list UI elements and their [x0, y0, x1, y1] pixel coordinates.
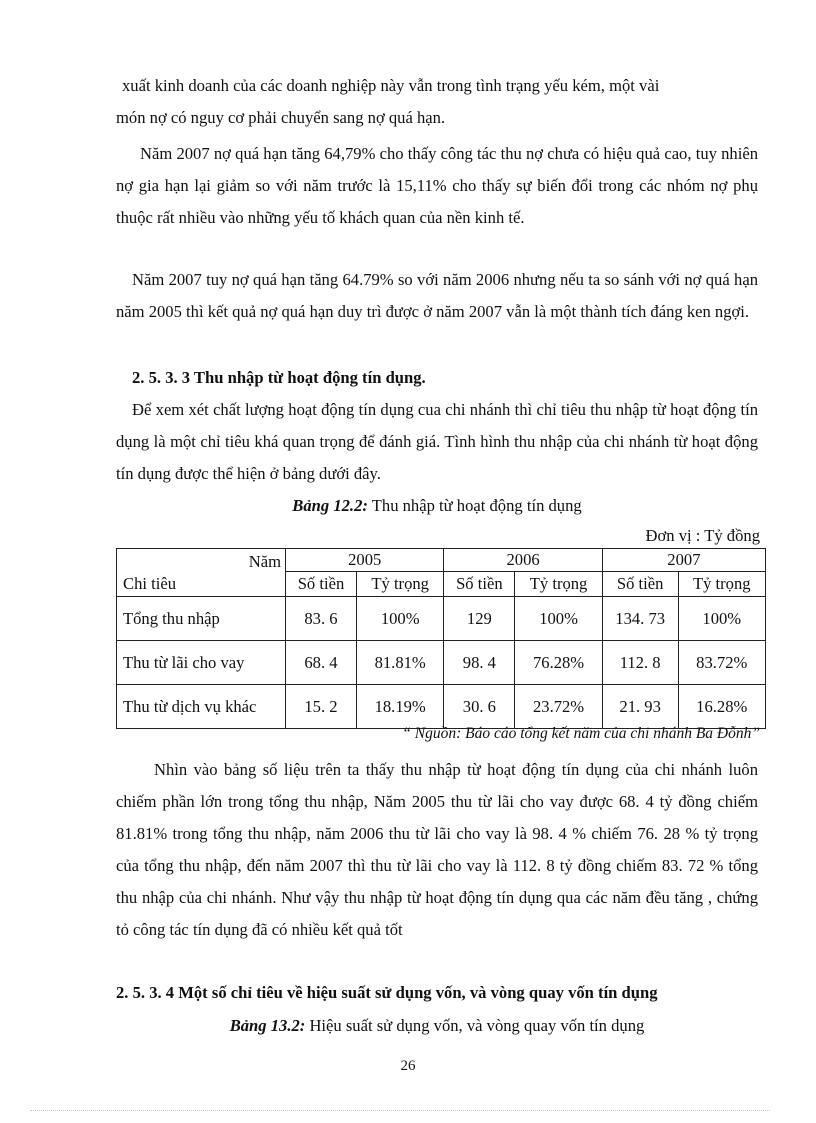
subheader-amount: Số tiền — [602, 572, 678, 597]
unit-label: Đơn vị : Tỷ đồng — [645, 526, 760, 545]
paragraph-comparison: Năm 2007 tuy nợ quá hạn tăng 64.79% so với năm 2006 nhưng nếu ta so sánh với nợ quá hạn năm 2005 thì kết quả nợ quá hạn duy trì được ở năm 2007 vẫn là một thành tích đáng ken ngợi. — [116, 270, 758, 321]
corner-indicator-label: Chi tiêu — [123, 573, 177, 593]
subheader-share: Tỷ trọng — [356, 572, 443, 597]
paragraph-analysis: Nhìn vào bảng số liệu trên ta thấy thu nhập từ hoạt động tín dụng của chi nhánh luôn chiếm phần lớn trong tổng thu nhập, Năm 2005 thu từ lãi cho vay được 68. 4 tỷ đồng chiếm 81.81% trong tổng thu nhập, năm 2006 thu từ lãi cho vay là 98. 4 % chiếm 76. 28 % tỷ trọng của tổng thu nhập, đến năm 2007 thì thu từ lãi cho vay là 112. 8 tỷ đồng chiếm 83. 72 % tổng thu nhập của chi nhánh. Như vậy thu nhập từ hoạt động tín dụng qua các năm đều tăng , chứng tỏ công tác tín dụng đã có nhiều kết quả tốt — [116, 760, 758, 939]
subheader-share: Tỷ trọng — [678, 572, 765, 597]
table-row — [117, 685, 766, 729]
year-header: 2005 — [286, 549, 444, 572]
table-caption-12: Bảng 12.2: Thu nhập từ hoạt động tín dụng — [292, 496, 582, 515]
paragraph-overdue-debt: Năm 2007 nợ quá hạn tăng 64,79% cho thấy công tác thu nợ chưa có hiệu quả cao, tuy nhiên nợ gia hạn lại giảm so với năm trước là 15,11% cho thấy sự biến đổi trong các nhóm nợ phụ thuộc rất nhiều vào những yếu tố khách quan của nền kinh tế. — [116, 144, 758, 227]
table-cell: 76.28% — [515, 641, 602, 685]
corner-header — [117, 549, 286, 597]
table-cell: 21. 93 — [602, 685, 678, 729]
table-cell: 18.19% — [356, 685, 443, 729]
table-cell: 81.81% — [356, 641, 443, 685]
row-label: Thu từ dịch vụ khác — [117, 685, 286, 729]
table-row — [117, 641, 766, 685]
table-cell: 68. 4 — [286, 641, 357, 685]
section-heading-2534: 2. 5. 3. 4 Một số chỉ tiêu về hiệu suất sử dụng vốn, và vòng quay vốn tín dụng — [116, 983, 658, 1002]
page-number: 26 — [400, 1058, 416, 1074]
income-table — [116, 548, 766, 729]
table-cell: 16.28% — [678, 685, 765, 729]
table-row — [117, 597, 766, 641]
table-cell: 100% — [515, 597, 602, 641]
paragraph-continuation-line1: xuất kinh doanh của các doanh nghiệp này vẫn trong tình trạng yếu kém, một vài — [122, 76, 660, 95]
table-caption-13: Bảng 13.2: Hiệu suất sử dụng vốn, và vòng quay vốn tín dụng — [229, 1016, 645, 1035]
table-cell: 30. 6 — [444, 685, 515, 729]
year-header: 2006 — [444, 549, 602, 572]
row-label: Tổng thu nhập — [117, 597, 286, 641]
subheader-amount: Số tiền — [444, 572, 515, 597]
table-cell: 100% — [678, 597, 765, 641]
table-cell: 83. 6 — [286, 597, 357, 641]
paragraph-income-intro: Để xem xét chất lượng hoạt động tín dụng cua chi nhánh thì chỉ tiêu thu nhập từ hoạt động tín dụng là một chỉ tiêu khá quan trọng để đánh giá. Tình hình thu nhập của chi nhánh từ hoạt động tín dụng được thể hiện ở bảng dưới đây. — [116, 400, 758, 483]
year-header: 2007 — [602, 549, 765, 572]
subheader-amount: Số tiền — [286, 572, 357, 597]
subheader-share: Tỷ trọng — [515, 572, 602, 597]
table-cell: 83.72% — [678, 641, 765, 685]
table-cell: 134. 73 — [602, 597, 678, 641]
corner-year-label: Năm — [248, 551, 281, 571]
section-heading-2533: 2. 5. 3. 3 Thu nhập từ hoạt động tín dụng. — [132, 368, 426, 387]
table-cell: 15. 2 — [286, 685, 357, 729]
paragraph-continuation-line2: món nợ có nguy cơ phải chuyển sang nợ quá hạn. — [116, 108, 446, 127]
table-source-note: “ Nguồn: Báo cáo tổng kết năm của chi nhánh Ba Đỗnh” — [402, 725, 760, 742]
footer-divider — [30, 1110, 770, 1111]
table-cell: 23.72% — [515, 685, 602, 729]
row-label: Thu từ lãi cho vay — [117, 641, 286, 685]
table-cell: 100% — [356, 597, 443, 641]
table-cell: 112. 8 — [602, 641, 678, 685]
table-cell: 129 — [444, 597, 515, 641]
table-cell: 98. 4 — [444, 641, 515, 685]
